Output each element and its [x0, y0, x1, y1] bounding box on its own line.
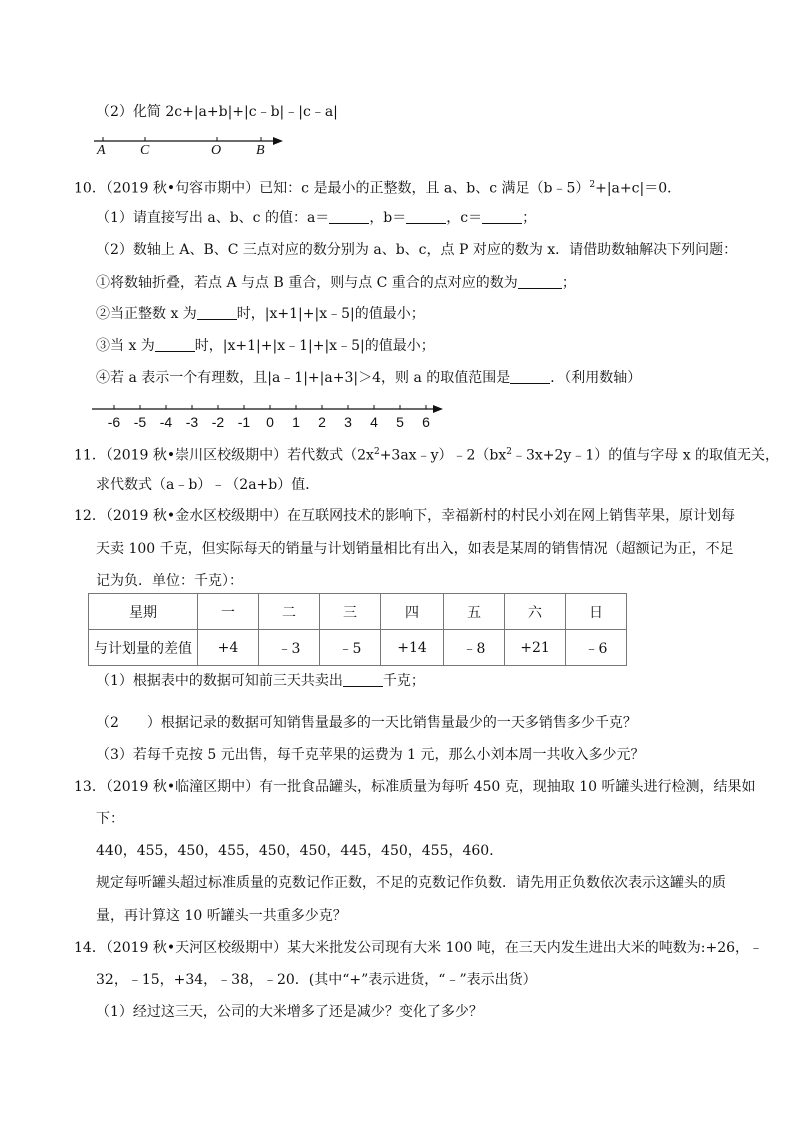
point-label-a: A — [97, 143, 106, 158]
answer-blank-x — [155, 337, 195, 352]
number-line-tick-label: -5 — [133, 414, 147, 430]
table-cell: 与计划量的差值 — [89, 630, 198, 666]
q10-sub2: ②当正整数 x 为 时，|x+1|+|x﹣5|的值最小； — [96, 306, 425, 322]
number-line-tick-label: 1 — [292, 414, 300, 430]
q13-line3: 440，455，450，455，450，450，445，450，455，460． — [96, 843, 504, 859]
q11-line1: 11．（2019 秋•崇川区校级期中）若代数式$(2x^2+3ax﹣y)﹣2(bx^2﹣3x+2y﹣1)$的值与字母 x 的取值无关， — [74, 447, 780, 464]
number-line-tick-label: 4 — [370, 414, 378, 430]
axis-arrow-icon — [433, 405, 443, 413]
q11-line2: 求代数式（a﹣b）﹣（2a+b）值． — [96, 477, 320, 493]
table-cell: ﹣5 — [320, 630, 381, 666]
number-line-tick-label: 5 — [396, 414, 404, 430]
number-line-tick-label: -1 — [237, 414, 251, 430]
table-cell: 日 — [566, 594, 627, 630]
q10-part2: （2）数轴上 A、B、C 三点对应的数分别为 a、b、c，点 P 对应的数为 x．请借助数轴解决下列问题： — [96, 242, 738, 258]
q10-stem: 10．（2019 秋•句容市期中）已知：c 是最小的正整数，且 a、b、c 满足（b﹣5）$^2$+|a+c|＝0． — [74, 180, 682, 197]
table-cell: 一 — [198, 594, 259, 630]
number-line-tick-label: -3 — [185, 414, 199, 430]
table-cell: +21 — [505, 630, 566, 666]
sales-table — [88, 593, 627, 666]
q13-line5: 量，再计算这 10 听罐头一共重多少克？ — [96, 908, 347, 924]
table-cell: 四 — [381, 594, 444, 630]
table-cell: 三 — [320, 594, 381, 630]
number-line-tick-label: -4 — [159, 414, 173, 430]
q9-part2-text: （2）化简 2c+|a+b|+|c﹣b|﹣|c﹣a| — [96, 104, 338, 120]
number-line-tick-label: 3 — [344, 414, 352, 430]
answer-blank-c — [482, 209, 522, 224]
q10-sub1: ①将数轴折叠，若点 A 与点 B 重合，则与点 C 重合的点对应的数为 ； — [96, 275, 576, 291]
number-line-tick-label: 0 — [266, 414, 274, 430]
q12-line1: 12．（2019 秋•金水区校级期中）在互联网技术的影响下，幸福新村的村民小刘在网上销售苹果，原计划每 — [74, 508, 736, 524]
answer-blank-kg — [343, 672, 383, 687]
table-cell: ﹣3 — [259, 630, 320, 666]
answer-blank-a — [329, 209, 369, 224]
table-cell: 二 — [259, 594, 320, 630]
table-cell: 五 — [444, 594, 505, 630]
table-cell: 六 — [505, 594, 566, 630]
number-line-tick-label: 6 — [422, 414, 430, 430]
number-line-tick-label: -2 — [211, 414, 225, 430]
point-label-b: B — [256, 143, 265, 158]
q12-part2: （2 ）根据记录的数据可知销售量最多的一天比销售量最少的一天多销售多少千克？ — [96, 715, 637, 731]
q10-sub3: ③当 x 为 时，|x+1|+|x﹣1|+|x﹣5|的值最小； — [96, 338, 435, 354]
q12-line3: 记为负．单位：千克）： — [96, 573, 243, 589]
q10-number-line — [90, 398, 450, 430]
q13-line4: 规定每听罐头超过标准质量的克数记作正数，不足的克数记作负数．请先用正负数依次表示这罐头的质 — [96, 875, 726, 891]
number-line-tick-label: -6 — [107, 414, 121, 430]
point-label-c: C — [140, 143, 150, 158]
answer-blank-x-int — [197, 305, 237, 320]
table-cell: 星期 — [89, 594, 198, 630]
q14-part1: （1）经过这三天，公司的大米增多了还是减少？变化了多少？ — [96, 1004, 483, 1020]
table-cell: +4 — [198, 630, 259, 666]
table-cell: +14 — [381, 630, 444, 666]
table-row — [89, 630, 627, 666]
q9-number-line — [90, 130, 290, 160]
table-cell: ﹣8 — [444, 630, 505, 666]
answer-blank-fold — [518, 274, 562, 289]
q12-part1: （1）根据表中的数据可知前三天共卖出 千克； — [96, 673, 425, 689]
axis-arrow-icon — [273, 137, 283, 145]
q10-sub4: ④若 a 表示一个有理数，且|a﹣1|+|a+3|＞4，则 a 的取值范围是 ．（利用数轴） — [96, 370, 642, 386]
q13-line2: 下： — [96, 811, 124, 827]
q14-line2: 32，﹣15，+34，﹣38，﹣20．(其中“+”表示进货，“﹣”表示出货） — [96, 972, 537, 988]
q12-part3: （3）若每千克按 5 元出售，每千克苹果的运费为 1 元，那么小刘本周一共收入多少元？ — [96, 747, 645, 763]
point-label-o: O — [211, 143, 222, 158]
q13-line1: 13．（2019 秋•临潼区期中）有一批食品罐头，标准质量为每听 450 克，现抽取 10 听罐头进行检测，结果如 — [74, 779, 756, 795]
table-cell: ﹣6 — [566, 630, 627, 666]
answer-blank-b — [406, 209, 446, 224]
q12-line2: 天卖 100 千克，但实际每天的销量与计划销量相比有出入，如表是某周的销售情况（超额记为正，不足 — [96, 541, 734, 557]
number-line-tick-label: 2 — [318, 414, 326, 430]
q10-part1: （1）请直接写出 a、b、c 的值：a＝ ，b＝ ，c＝ ； — [96, 210, 537, 226]
table-header-row — [89, 594, 627, 630]
q14-line1: 14．（2019 秋•天河区校级期中）某大米批发公司现有大米 100 吨，在三天内发生进出大米的吨数为:+26，﹣ — [74, 940, 764, 956]
answer-blank-range — [510, 369, 550, 384]
